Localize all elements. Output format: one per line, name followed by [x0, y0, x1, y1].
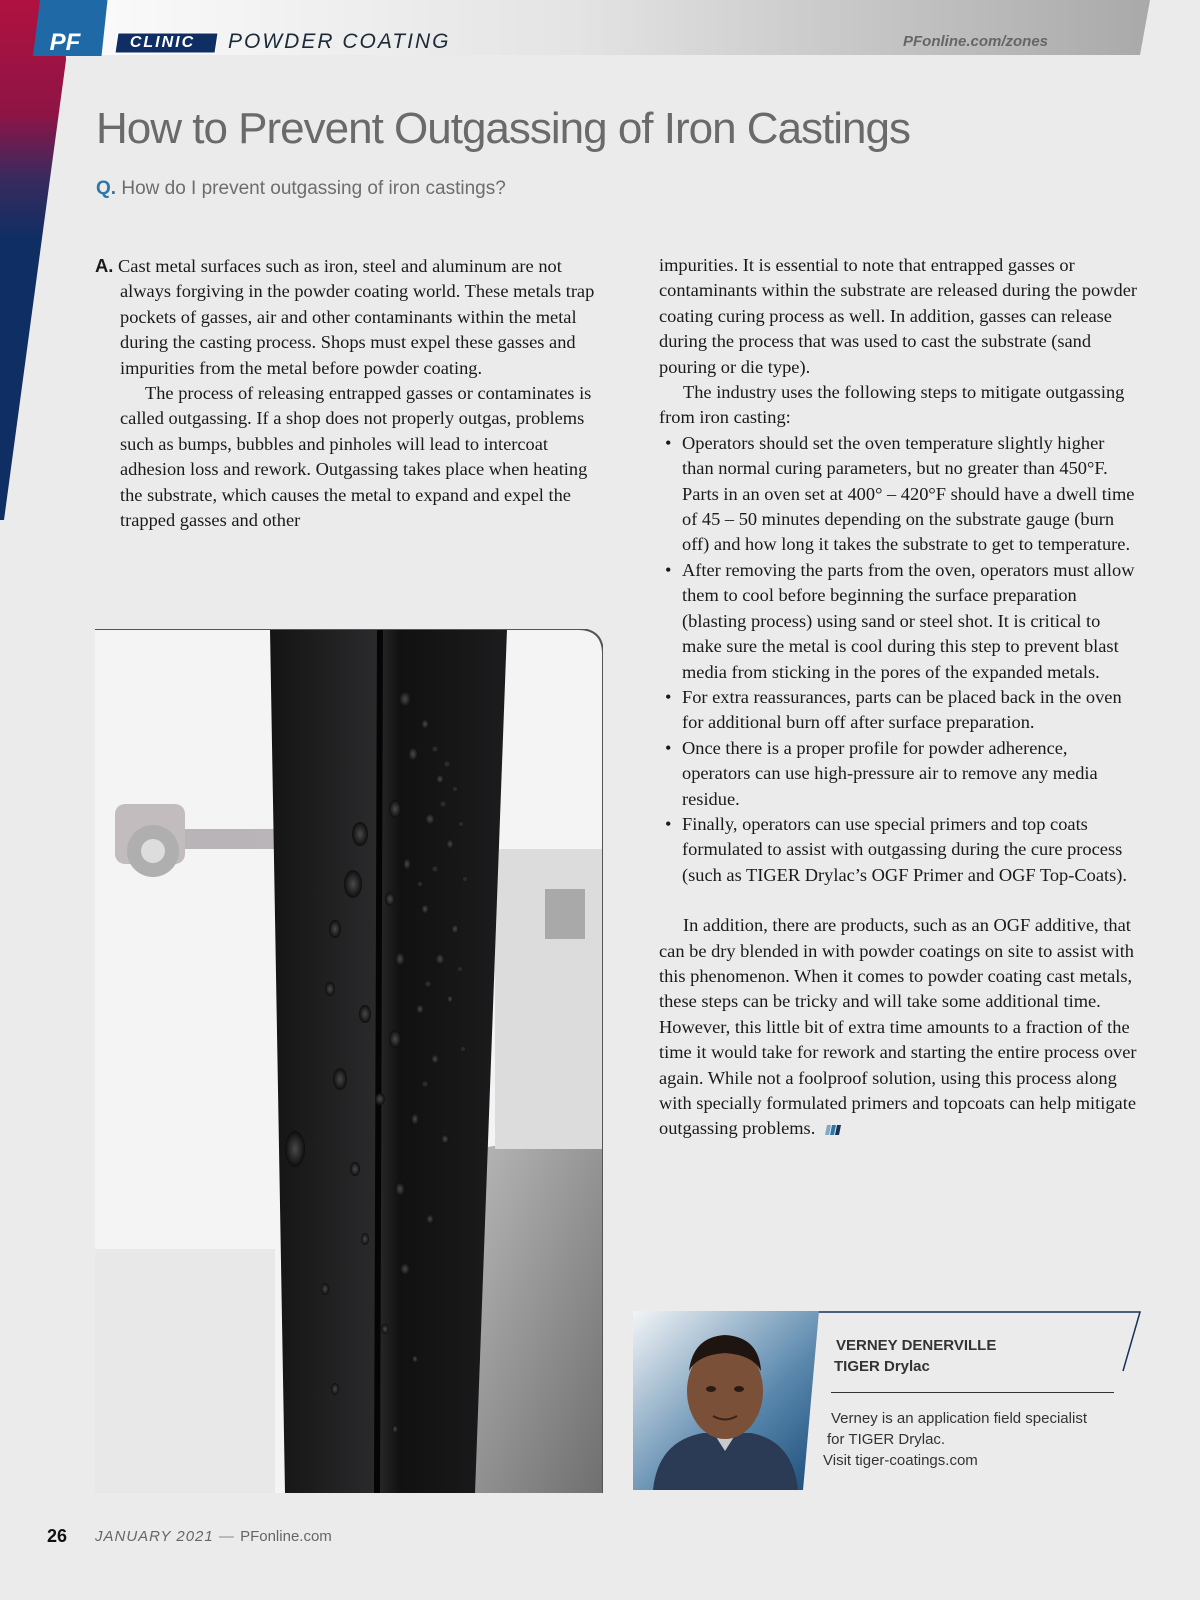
footer-separator: — — [218, 1528, 235, 1545]
list-item — [659, 558, 1139, 685]
answer-paragraph-2: The process of releasing entrapped gasses or contaminates is called outgassing. If a shop does not properly outgas, problems such as bumps, bubbles and pinholes will lead to intercoat adhesion loss and rework. Outgassing takes place when heating the substrate, which causes the metal to expand and expel the trapped gasses and other — [120, 383, 592, 531]
author-bio — [823, 1408, 1123, 1471]
right-paragraph-2: The industry uses the following steps to mitigate outgassing from iron casting: — [659, 382, 1125, 428]
right-paragraph-1: impurities. It is essential to note that entrapped gasses or contaminants within the substrate are released during the powder coating curing process as well. In addition, gasses can release during the process that was used to cast the substrate (sand pouring or die type). — [659, 255, 1138, 377]
footer-issue — [95, 1528, 332, 1545]
list-item — [659, 812, 1139, 888]
step-text: Operators should set the oven temperature slightly higher than normal curing parameters, but no greater than 450°F. Parts in an oven set at 400° – 420°F should have a dwell time of 45 – 50 minutes depending on the substrate gauge (burn off) and how long it takes the substrate to get to temperature. — [682, 432, 1135, 555]
section-name: POWDER COATING — [228, 30, 451, 53]
list-item — [659, 685, 1139, 736]
author-divider — [831, 1392, 1114, 1393]
list-item — [659, 736, 1139, 812]
footer-site-link[interactable]: PFonline.com — [240, 1528, 332, 1545]
article-left-column — [95, 253, 607, 533]
answer-paragraph-1 — [95, 253, 607, 381]
issue-date: JANUARY 2021 — [95, 1528, 214, 1545]
question-marker: Q. — [96, 178, 117, 199]
question — [96, 178, 506, 200]
author-website-link[interactable]: Visit tiger-coatings.com — [823, 1452, 978, 1469]
author-bio-line: Verney is an application field specialist — [831, 1410, 1087, 1427]
step-text: Once there is a proper profile for powder adherence, operators can use high-pressure air to remove any media residue. — [682, 737, 1098, 809]
outgassing-casting-photo — [95, 629, 603, 1493]
answer-marker: A. — [95, 255, 114, 276]
article-right-column — [659, 253, 1139, 1142]
author-name: VERNEY DENERVILLE — [836, 1337, 997, 1354]
end-of-article-icon — [825, 1125, 841, 1135]
bullet-icon: • — [665, 737, 672, 758]
bullet-icon: • — [665, 686, 672, 707]
bullet-icon: • — [665, 432, 672, 453]
closing-text: In addition, there are products, such as an OGF additive, that can be dry blended in with powder coatings on site to assist with this phenomenon. When it comes to powder coating cast metals, these steps can be tricky and will take some additional time. However, this little bit of extra time amounts to a fraction of the time it would take for rework and starting the entire process over again. While not a foolproof solution, using this process along with specially formulated primers and topcoats can help mitigate outgassing problems. — [659, 915, 1137, 1139]
closing-paragraph — [659, 913, 1139, 1142]
author-bio-line: for TIGER Drylac. — [827, 1431, 946, 1448]
page-number: 26 — [47, 1526, 68, 1546]
bullet-icon: • — [665, 559, 672, 580]
page-title: How to Prevent Outgassing of Iron Castings — [96, 104, 910, 153]
answer-text-1: Cast metal surfaces such as iron, steel and aluminum are not always forgiving in the powder coating world. These metals trap pockets of gasses, air and other contaminants within the metal during the casting process. Shops must expel these gasses and impurities from the metal before powder coating. — [118, 256, 595, 378]
list-item — [659, 431, 1139, 558]
author-portrait — [633, 1311, 819, 1490]
question-text: How do I prevent outgassing of iron castings? — [121, 178, 506, 199]
author-company: TIGER Drylac — [834, 1358, 930, 1375]
left-decorative-band — [0, 0, 70, 1600]
author-box — [633, 1311, 1141, 1491]
bullet-icon: • — [665, 813, 672, 834]
mitigation-steps-list — [659, 431, 1139, 888]
pf-logo: PF — [49, 29, 81, 56]
step-text: For extra reassurances, parts can be placed back in the oven for additional burn off after surface preparation. — [682, 686, 1122, 733]
header-url-link[interactable]: PFonline.com/zones — [903, 33, 1049, 50]
clinic-badge: CLINIC — [129, 34, 196, 51]
step-text: Finally, operators can use special primers and top coats formulated to assist with outgassing during the cure process (such as TIGER Drylac’s OGF Primer and OGF Top-Coats). — [682, 813, 1127, 885]
step-text: After removing the parts from the oven, operators must allow them to cool before beginning the surface preparation (blasting process) using sand or steel shot. It is critical to make sure the metal is cool during this step to prevent blast media from sticking in the pores of the expanded metals. — [682, 559, 1135, 682]
